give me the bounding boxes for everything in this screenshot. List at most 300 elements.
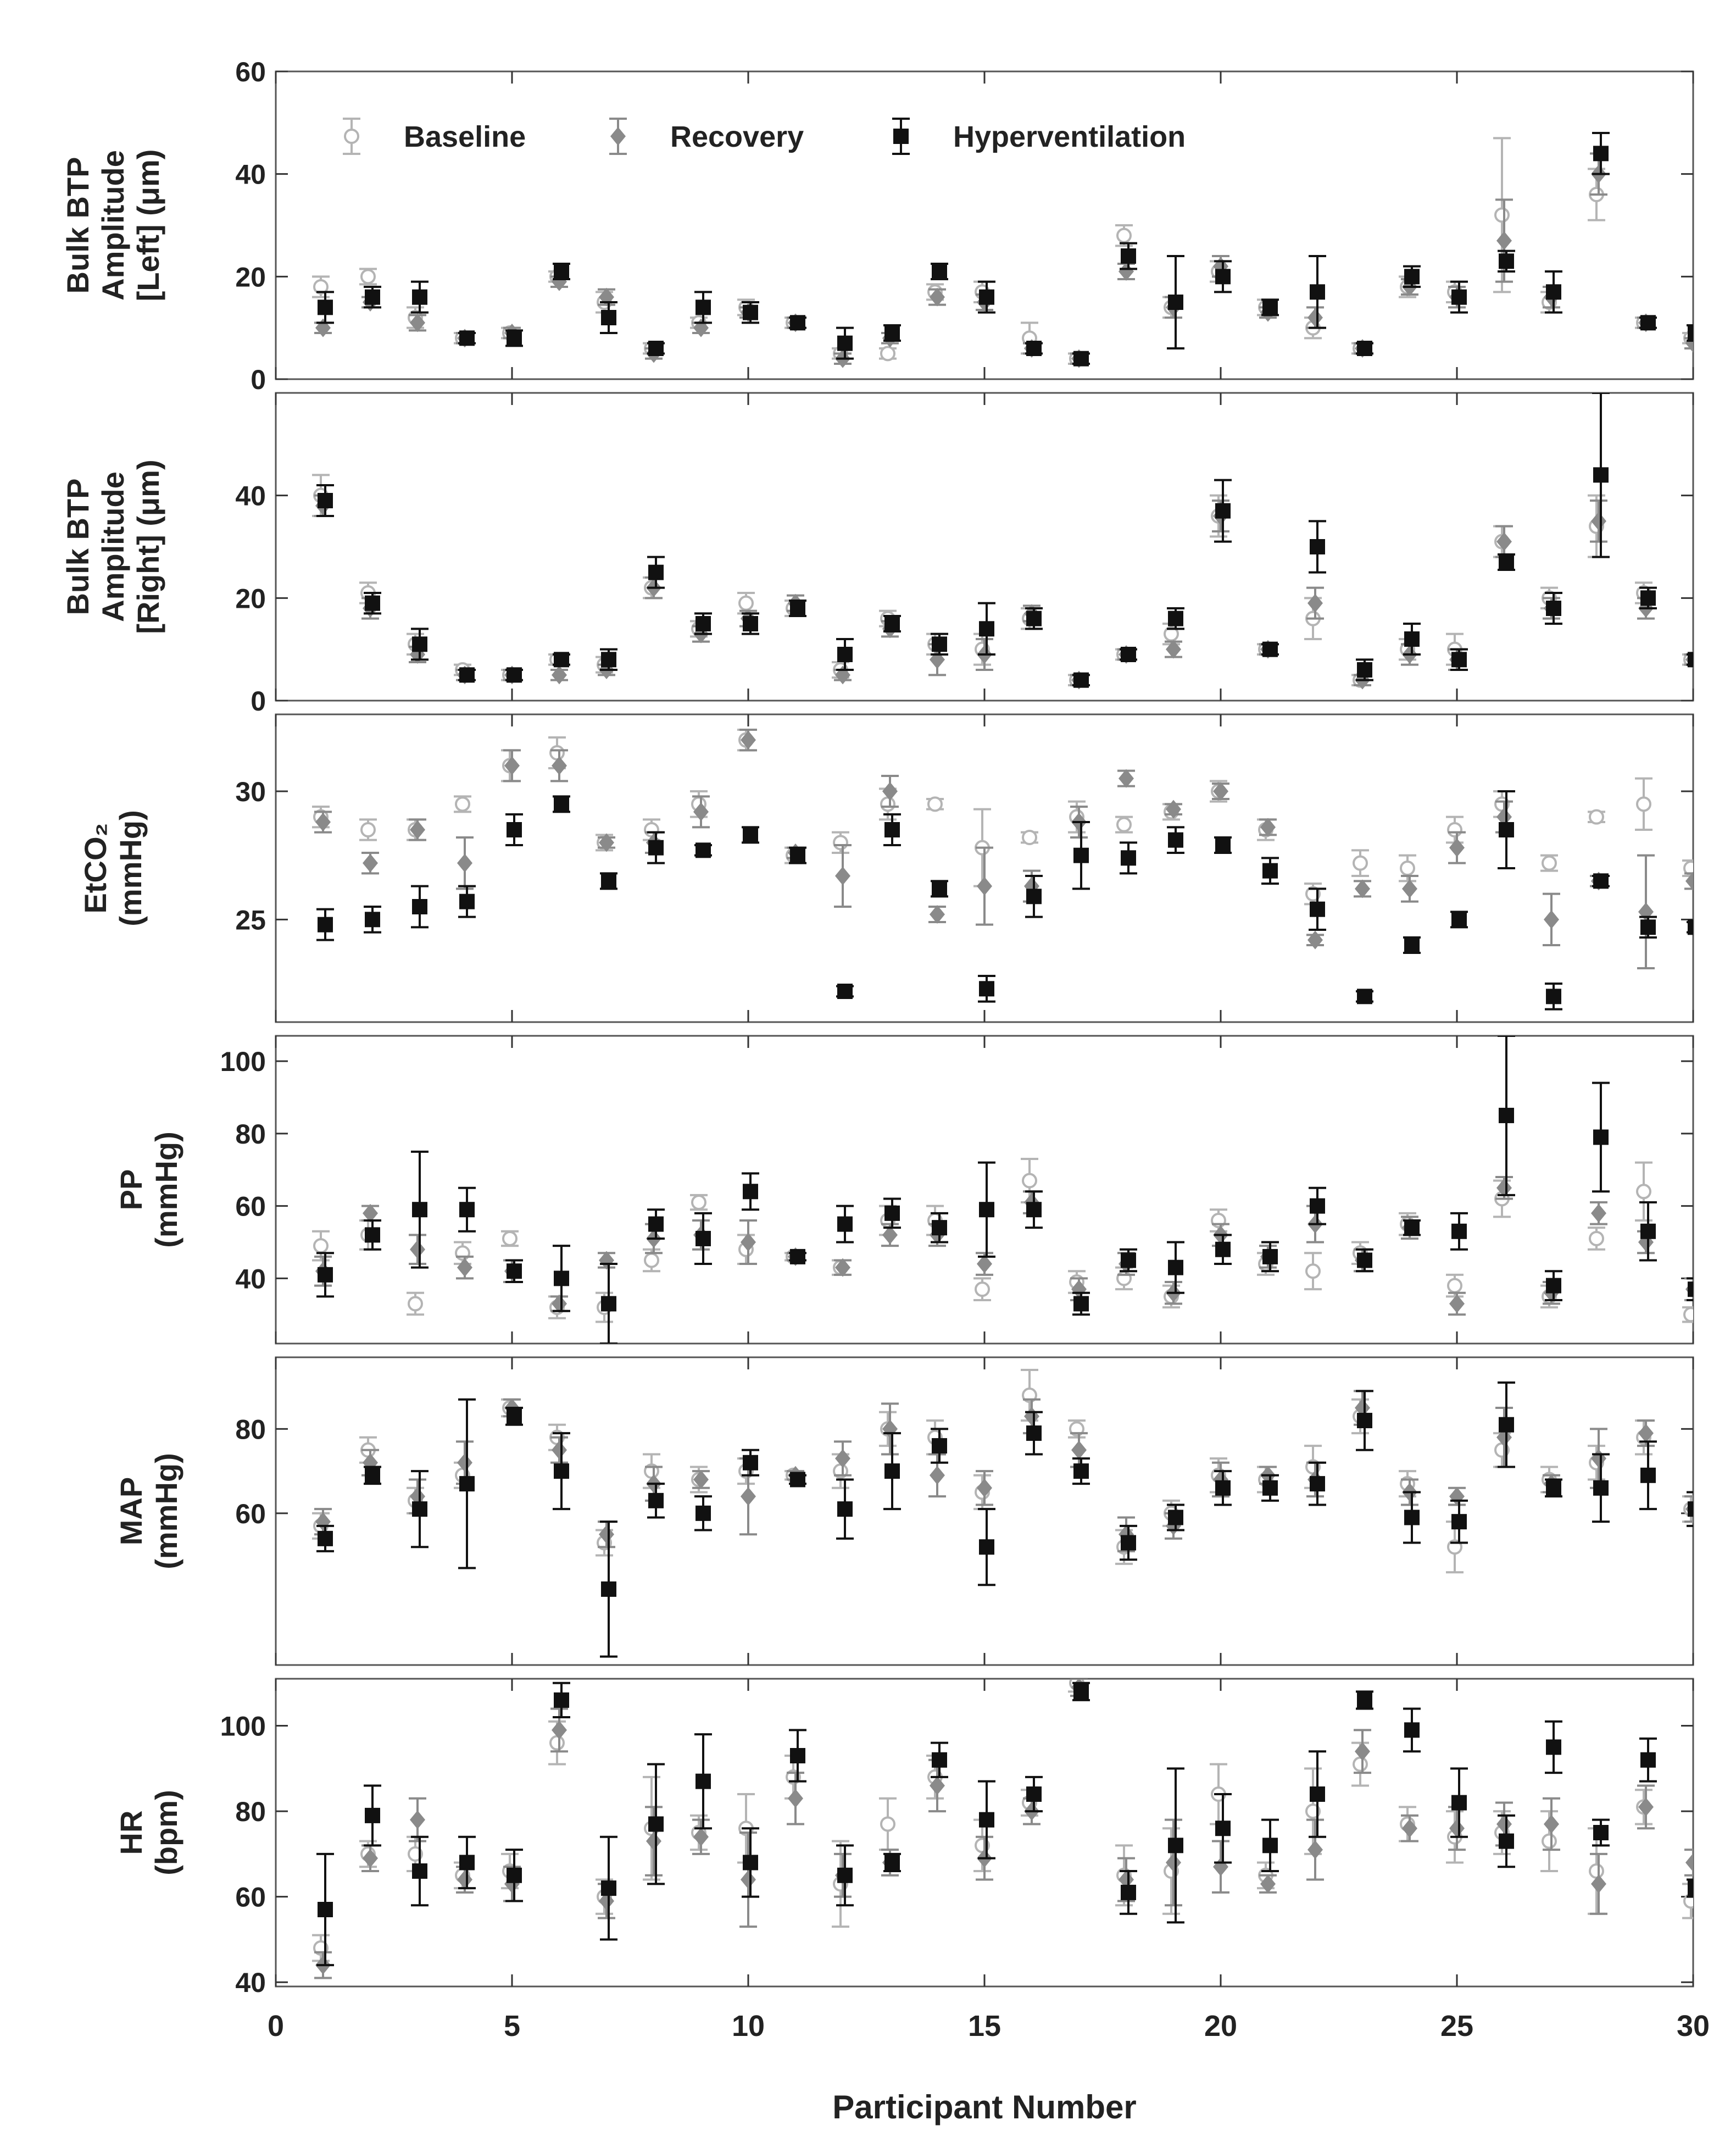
data-point — [1166, 640, 1181, 659]
series-hyperventilation — [316, 133, 1704, 367]
y-tick-label: 100 — [220, 1046, 266, 1078]
data-point — [1499, 253, 1514, 269]
data-point — [1546, 1739, 1561, 1755]
data-point — [648, 840, 664, 856]
series-baseline — [312, 1674, 1700, 1961]
data-point — [314, 1239, 327, 1252]
x-tick-label: 15 — [967, 2010, 1001, 2043]
data-point — [1354, 1758, 1367, 1771]
data-point — [412, 1863, 427, 1879]
data-point — [1640, 1752, 1656, 1768]
data-point — [1306, 1264, 1320, 1278]
series-hyperventilation — [316, 1683, 1704, 1965]
data-point — [979, 1202, 994, 1217]
data-point — [1121, 1885, 1136, 1900]
data-point — [1026, 1202, 1042, 1217]
data-point — [979, 290, 994, 305]
data-point — [1499, 554, 1514, 570]
data-point — [456, 797, 469, 811]
data-point — [1640, 1468, 1656, 1483]
data-point — [1307, 594, 1323, 613]
panel-4-frame — [276, 1036, 1693, 1344]
data-point — [507, 667, 522, 682]
data-point — [1168, 1838, 1183, 1853]
data-point — [743, 1184, 758, 1199]
x-tick-label: 5 — [503, 2010, 521, 2043]
series-hyperventilation — [316, 791, 1704, 1009]
y-axis-label: EtCO₂(mmHg) — [78, 810, 148, 926]
data-point — [601, 310, 616, 325]
data-point — [1499, 1834, 1514, 1849]
data-point — [1499, 822, 1514, 837]
y-tick-label: 0 — [251, 686, 266, 717]
data-point — [1310, 1476, 1325, 1491]
panel-5-data — [312, 1370, 1704, 1657]
x-tick-label: 10 — [731, 2010, 765, 2043]
data-point — [979, 1812, 994, 1828]
data-point — [318, 1531, 333, 1546]
data-point — [930, 1466, 945, 1485]
y-tick-label: 40 — [235, 1967, 266, 1999]
data-point — [365, 1468, 380, 1483]
data-point — [365, 912, 380, 927]
data-point — [554, 652, 569, 667]
series-recovery — [314, 1678, 1702, 1978]
data-point — [648, 565, 664, 580]
data-point — [554, 1270, 569, 1286]
data-point — [1073, 1296, 1089, 1312]
data-point — [743, 305, 758, 320]
data-point — [1262, 1480, 1278, 1496]
data-point — [318, 1267, 333, 1283]
series-baseline — [312, 475, 1700, 686]
data-point — [837, 984, 853, 999]
data-point — [1449, 1487, 1465, 1506]
data-point — [1593, 146, 1609, 161]
data-point — [1404, 1510, 1420, 1525]
data-point — [1404, 1722, 1420, 1738]
data-point — [459, 1476, 475, 1491]
data-point — [1073, 673, 1089, 688]
data-point — [1404, 1220, 1420, 1235]
data-point — [884, 325, 900, 341]
legend-item-baseline — [343, 119, 526, 154]
data-point — [834, 836, 847, 849]
x-tick-label: 0 — [267, 2010, 285, 2043]
series-baseline — [312, 730, 1700, 904]
data-point — [1688, 652, 1703, 667]
data-point — [1213, 1857, 1228, 1876]
data-point — [790, 1472, 805, 1487]
series-baseline — [312, 1159, 1700, 1322]
data-point — [554, 1692, 569, 1708]
data-point — [1688, 919, 1703, 935]
data-point — [1451, 1795, 1467, 1811]
data-point — [552, 665, 567, 684]
y-axis-label: MAP(mmHg) — [114, 1453, 183, 1569]
legend — [343, 119, 1186, 154]
data-point — [1215, 1821, 1231, 1836]
data-point — [601, 1581, 616, 1597]
series-recovery — [314, 1177, 1702, 1314]
data-point — [601, 652, 616, 667]
legend-label: Baseline — [404, 120, 526, 153]
data-point — [932, 636, 947, 652]
data-point — [1357, 989, 1372, 1004]
data-point — [1026, 889, 1042, 904]
data-point — [790, 1748, 805, 1763]
data-point — [788, 1789, 803, 1808]
data-point — [928, 797, 942, 811]
data-point — [1637, 797, 1650, 811]
data-point — [1215, 1242, 1231, 1257]
legend-item-recovery — [609, 119, 804, 154]
data-point — [1168, 1260, 1183, 1275]
data-point — [1310, 902, 1325, 917]
data-point — [837, 1868, 853, 1883]
data-point — [365, 596, 380, 611]
data-point — [1215, 269, 1231, 284]
panel-2 — [60, 393, 1704, 717]
data-point — [1546, 989, 1561, 1004]
data-point — [365, 290, 380, 305]
data-point — [1026, 1425, 1042, 1441]
data-point — [1119, 262, 1134, 281]
data-point — [1307, 931, 1323, 950]
legend-marker — [345, 130, 358, 143]
y-axis-label: Bulk BTPAmplitude[Right] (μm) — [60, 459, 165, 634]
data-point — [932, 1438, 947, 1453]
y-tick-label: 20 — [235, 262, 266, 293]
data-point — [1544, 1814, 1559, 1833]
data-point — [1119, 769, 1134, 788]
data-point — [459, 1855, 475, 1870]
data-point — [550, 746, 564, 759]
data-point — [1640, 919, 1656, 935]
panels-layer — [60, 57, 1704, 1998]
data-point — [1593, 1825, 1609, 1840]
data-point — [1593, 1480, 1609, 1496]
panel-1 — [60, 57, 1704, 395]
data-point — [1121, 1535, 1136, 1551]
data-point — [884, 1206, 900, 1221]
data-point — [601, 1880, 616, 1896]
data-point — [409, 1297, 422, 1311]
series-hyperventilation — [316, 1036, 1704, 1344]
data-point — [601, 1296, 616, 1312]
data-point — [1546, 601, 1561, 616]
data-point — [1640, 1224, 1656, 1239]
data-point — [837, 1217, 853, 1232]
data-point — [318, 299, 333, 315]
legend-item-hyperventilation — [892, 119, 1186, 154]
data-point — [1546, 1480, 1561, 1496]
data-point — [1355, 879, 1370, 898]
data-point — [1451, 912, 1467, 927]
data-point — [932, 881, 947, 896]
data-point — [1168, 833, 1183, 848]
data-point — [1121, 248, 1136, 264]
data-point — [459, 894, 475, 909]
data-point — [790, 315, 805, 330]
data-point — [412, 1501, 427, 1517]
data-point — [507, 330, 522, 346]
data-point — [1073, 351, 1089, 367]
data-point — [601, 873, 616, 889]
y-tick-label: 30 — [235, 776, 266, 807]
data-point — [1546, 284, 1561, 299]
data-point — [1026, 611, 1042, 626]
series-hyperventilation — [316, 1383, 1704, 1657]
data-point — [1684, 1308, 1698, 1321]
panel-6-data — [312, 1674, 1704, 1978]
data-point — [930, 905, 945, 924]
legend-label: Recovery — [670, 120, 804, 153]
series-recovery — [314, 496, 1702, 690]
data-point — [1262, 1249, 1278, 1264]
data-point — [790, 848, 805, 863]
y-tick-label: 0 — [251, 364, 266, 395]
data-point — [1168, 295, 1183, 310]
data-point — [1688, 1501, 1703, 1517]
data-point — [932, 264, 947, 279]
data-point — [835, 867, 850, 885]
data-point — [1590, 1232, 1603, 1245]
data-point — [884, 1855, 900, 1870]
data-point — [1215, 837, 1231, 853]
x-axis — [268, 2010, 1710, 2043]
data-point — [412, 290, 427, 305]
data-point — [410, 1811, 425, 1829]
data-point — [695, 1774, 711, 1789]
data-point — [979, 981, 994, 996]
panel-1-frame — [276, 71, 1693, 379]
data-point — [741, 1487, 756, 1506]
data-point — [1496, 231, 1512, 250]
data-point — [1026, 341, 1042, 356]
data-point — [692, 1196, 705, 1209]
y-tick-label: 40 — [235, 159, 266, 190]
data-point — [1404, 937, 1420, 953]
series-recovery — [314, 730, 1702, 968]
data-point — [507, 822, 522, 837]
data-point — [1310, 1786, 1325, 1802]
y-tick-label: 60 — [235, 1191, 266, 1222]
data-point — [412, 636, 427, 652]
data-point — [1451, 652, 1467, 667]
data-point — [1215, 503, 1231, 519]
data-point — [1307, 1840, 1323, 1859]
data-point — [1451, 290, 1467, 305]
data-point — [1026, 1786, 1042, 1802]
legend-marker — [610, 127, 626, 146]
data-point — [932, 1752, 947, 1768]
x-tick-label: 20 — [1204, 2010, 1238, 2043]
data-point — [881, 347, 894, 360]
data-point — [837, 1501, 853, 1517]
data-point — [459, 1202, 475, 1217]
data-point — [932, 1220, 947, 1235]
data-point — [695, 616, 711, 631]
data-point — [318, 1902, 333, 1917]
data-point — [1073, 1684, 1089, 1699]
data-point — [645, 1253, 658, 1267]
data-point — [1448, 1279, 1461, 1292]
y-tick-label: 80 — [235, 1414, 266, 1445]
data-point — [1262, 299, 1278, 315]
data-point — [881, 797, 894, 811]
data-point — [1262, 642, 1278, 657]
data-point — [318, 917, 333, 933]
data-point — [1685, 1853, 1701, 1872]
data-point — [1401, 862, 1414, 875]
y-tick-label: 80 — [235, 1118, 266, 1150]
legend-marker — [893, 129, 909, 144]
data-point — [979, 1539, 994, 1555]
y-tick-label: 100 — [220, 1711, 266, 1742]
data-point — [1357, 1692, 1372, 1708]
data-point — [1357, 662, 1372, 678]
data-point — [1688, 1281, 1703, 1297]
data-point — [648, 1816, 664, 1832]
data-point — [976, 1283, 989, 1296]
panel-5-frame — [276, 1357, 1693, 1665]
data-point — [648, 1217, 664, 1232]
data-point — [1121, 850, 1136, 865]
data-point — [1262, 863, 1278, 879]
y-tick-label: 25 — [235, 904, 266, 936]
data-point — [1073, 1463, 1089, 1479]
y-axis-label: PP(mmHg) — [114, 1131, 183, 1248]
y-tick-label: 60 — [235, 1882, 266, 1913]
panel-6 — [114, 1674, 1704, 1998]
data-point — [554, 264, 569, 279]
data-point — [695, 1506, 711, 1521]
series-recovery — [314, 1391, 1702, 1551]
data-point — [1357, 1413, 1372, 1428]
data-point — [1262, 1838, 1278, 1853]
data-point — [1117, 818, 1131, 831]
data-point — [790, 601, 805, 616]
data-point — [743, 1855, 758, 1870]
data-point — [1688, 325, 1703, 341]
y-tick-label: 20 — [235, 583, 266, 614]
panel-1-data — [312, 133, 1704, 368]
data-point — [412, 899, 427, 914]
data-point — [648, 1493, 664, 1508]
data-point — [1121, 647, 1136, 662]
data-point — [743, 827, 758, 842]
data-point — [554, 1463, 569, 1479]
data-point — [457, 854, 472, 873]
data-point — [1310, 284, 1325, 299]
data-point — [507, 1263, 522, 1279]
panel-3-data — [312, 730, 1704, 1009]
data-point — [1215, 1480, 1231, 1496]
data-point — [695, 1231, 711, 1246]
y-axis-label: Bulk BTPAmplitude[Left] (μm) — [60, 149, 165, 302]
data-point — [1640, 590, 1656, 606]
data-point — [1354, 857, 1367, 870]
data-point — [881, 1817, 894, 1830]
data-point — [743, 616, 758, 631]
data-point — [1404, 631, 1420, 647]
data-point — [1546, 1278, 1561, 1294]
data-point — [695, 842, 711, 858]
data-point — [365, 1808, 380, 1823]
data-point — [1168, 611, 1183, 626]
data-point — [743, 1455, 758, 1470]
data-point — [1499, 1108, 1514, 1123]
data-point — [1310, 1198, 1325, 1214]
x-axis-label: Participant Number — [832, 2089, 1137, 2126]
data-point — [1495, 208, 1509, 221]
panel-6-frame — [276, 1679, 1693, 1986]
data-point — [1451, 1514, 1467, 1529]
data-point — [695, 299, 711, 315]
y-tick-label: 60 — [235, 57, 266, 87]
panel-4-data — [312, 1036, 1704, 1344]
data-point — [410, 1240, 425, 1259]
data-point — [739, 597, 753, 610]
panel-4 — [114, 1036, 1704, 1344]
data-point — [1071, 1441, 1087, 1459]
data-point — [979, 621, 994, 636]
data-point — [1023, 831, 1036, 844]
data-point — [457, 1258, 472, 1277]
data-point — [412, 1202, 427, 1217]
data-point — [1023, 1174, 1036, 1187]
data-point — [1590, 1864, 1603, 1878]
data-point — [507, 1408, 522, 1424]
y-axis-label: HR(bpm) — [114, 1790, 183, 1875]
data-point — [365, 1227, 380, 1242]
data-point — [1357, 1252, 1372, 1268]
data-point — [459, 667, 475, 682]
panel-5 — [114, 1357, 1704, 1665]
data-point — [741, 1871, 756, 1889]
data-point — [361, 823, 375, 836]
data-point — [1593, 1129, 1609, 1145]
data-point — [507, 1868, 522, 1883]
data-point — [1168, 1510, 1183, 1525]
data-point — [837, 647, 853, 662]
data-point — [884, 616, 900, 631]
data-point — [1591, 1204, 1606, 1223]
data-point — [977, 877, 992, 896]
data-point — [1499, 1417, 1514, 1433]
data-point — [1593, 873, 1609, 889]
data-point — [1640, 315, 1656, 330]
data-point — [1357, 341, 1372, 356]
y-tick-label: 60 — [235, 1498, 266, 1529]
y-tick-label: 40 — [235, 1263, 266, 1295]
data-point — [1404, 269, 1420, 284]
data-point — [459, 330, 475, 346]
data-point — [361, 270, 375, 283]
series-recovery — [314, 153, 1702, 368]
data-point — [1638, 902, 1654, 921]
x-tick-label: 25 — [1440, 2010, 1474, 2043]
data-point — [318, 493, 333, 508]
data-point — [1451, 1224, 1467, 1239]
y-tick-label: 80 — [235, 1796, 266, 1828]
data-point — [1117, 229, 1131, 242]
data-point — [1448, 823, 1461, 836]
panel-3 — [78, 714, 1704, 1022]
data-point — [1073, 848, 1089, 863]
data-point — [930, 650, 945, 669]
